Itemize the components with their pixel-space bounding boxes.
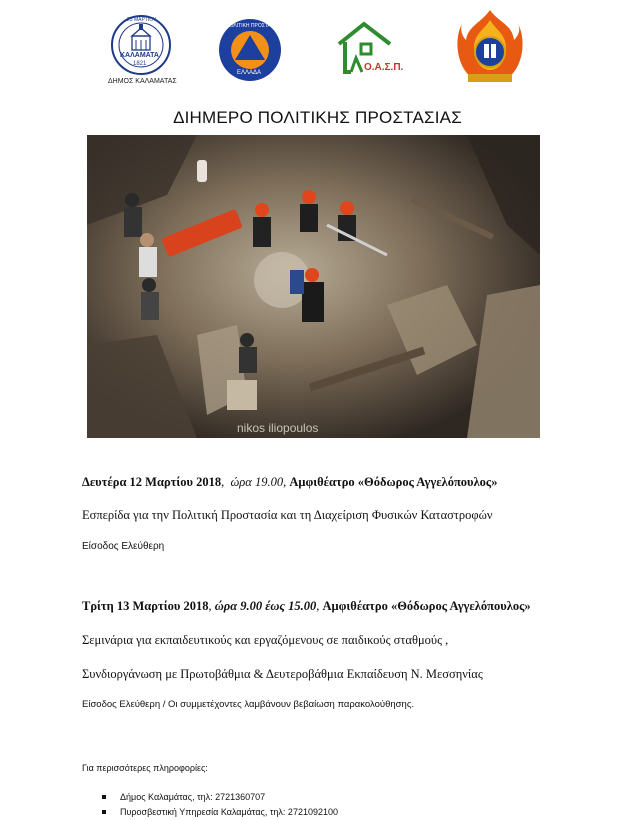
day1-venue: Αμφιθέατρο «Θόδωρος Αγγελόπουλος»	[289, 475, 498, 489]
info-heading: Για περισσότερες πληροφορίες:	[82, 763, 208, 773]
kalamata-municipality-logo	[108, 14, 177, 85]
day1-description: Εσπερίδα για την Πολιτική Προστασία και τη Διαχείριση Φυσικών Καταστροφών	[82, 508, 493, 522]
kalamata-year-text: 1821	[133, 61, 147, 67]
day1-time: ώρα 19.00	[230, 475, 284, 489]
fire-service-emblem-icon	[454, 8, 526, 86]
contact-list	[100, 790, 338, 820]
bullet-icon	[102, 795, 106, 799]
photo-credit: nikos iliopoulos	[237, 421, 319, 435]
oasp-logo	[336, 18, 404, 76]
day1-entry: Είσοδος Ελεύθερη	[82, 541, 165, 552]
fire-service-logo	[454, 8, 526, 86]
day2-description-2: Συνδιοργάνωση με Πρωτοβάθμια & Δευτεροβάθμια Εκπαίδευση Ν. Μεσσηνίας	[82, 667, 483, 681]
day2-entry: Είσοδος Ελεύθερη / Οι συμμετέχοντες λαμβάνουν βεβαίωση παρακολούθησης.	[82, 699, 415, 710]
logo-row	[0, 8, 635, 88]
day1-date: Δευτέρα 12 Μαρτίου 2018	[82, 475, 222, 489]
day2-heading: Τρίτη 13 Μαρτίου 2018, ώρα 9.00 έως 15.00, Αμφιθέατρο «Θόδωρος Αγγελόπουλος»	[82, 599, 531, 613]
day2-date: Τρίτη 13 Μαρτίου 2018	[82, 599, 209, 613]
contact-fire-service: Πυροσβεστική Υπηρεσία Καλαμάτας, τηλ: 2721092100	[120, 807, 338, 817]
kalamata-ring-text: 23 ΜΑΡΤΙΟΥ	[127, 17, 157, 23]
kalamata-caption: ΔΗΜΟΣ ΚΑΛΑΜΑΤΑΣ	[108, 78, 177, 85]
civil-protection-country: ΕΛΛΑΔΑ	[237, 70, 262, 76]
bullet-icon	[102, 810, 106, 814]
civil-protection-logo	[218, 18, 282, 82]
rescue-photo	[87, 135, 540, 438]
day2-description-1: Σεμινάρια για εκπαιδευτικούς και εργαζόμενους σε παιδικούς σταθμούς ,	[82, 633, 449, 647]
rescue-scene-image	[87, 135, 540, 438]
kalamata-city-text: ΚΑΛΑΜΑΤΑ	[120, 52, 159, 59]
list-item	[100, 805, 338, 820]
day2-venue: Αμφιθέατρο «Θόδωρος Αγγελόπουλος»	[322, 599, 531, 613]
contact-kalamata: Δήμος Καλαμάτας, τηλ: 2721360707	[120, 792, 266, 802]
page-title: ΔΙΗΜΕΡΟ ΠΟΛΙΤΙΚΗΣ ΠΡΟΣΤΑΣΙΑΣ	[173, 108, 462, 127]
day2-time: ώρα 9.00 έως 15.00	[214, 599, 317, 613]
day1-heading: Δευτέρα 12 Μαρτίου 2018, ώρα 19.00, Αμφιθέατρο «Θόδωρος Αγγελόπουλος»	[82, 475, 498, 489]
list-item	[100, 790, 338, 805]
oasp-label: Ο.Α.Σ.Π.	[364, 62, 404, 73]
civil-protection-ring-text: ΠΟΛΙΤΙΚΗ ΠΡΟΣΤΑΣΙΑ	[226, 23, 279, 29]
